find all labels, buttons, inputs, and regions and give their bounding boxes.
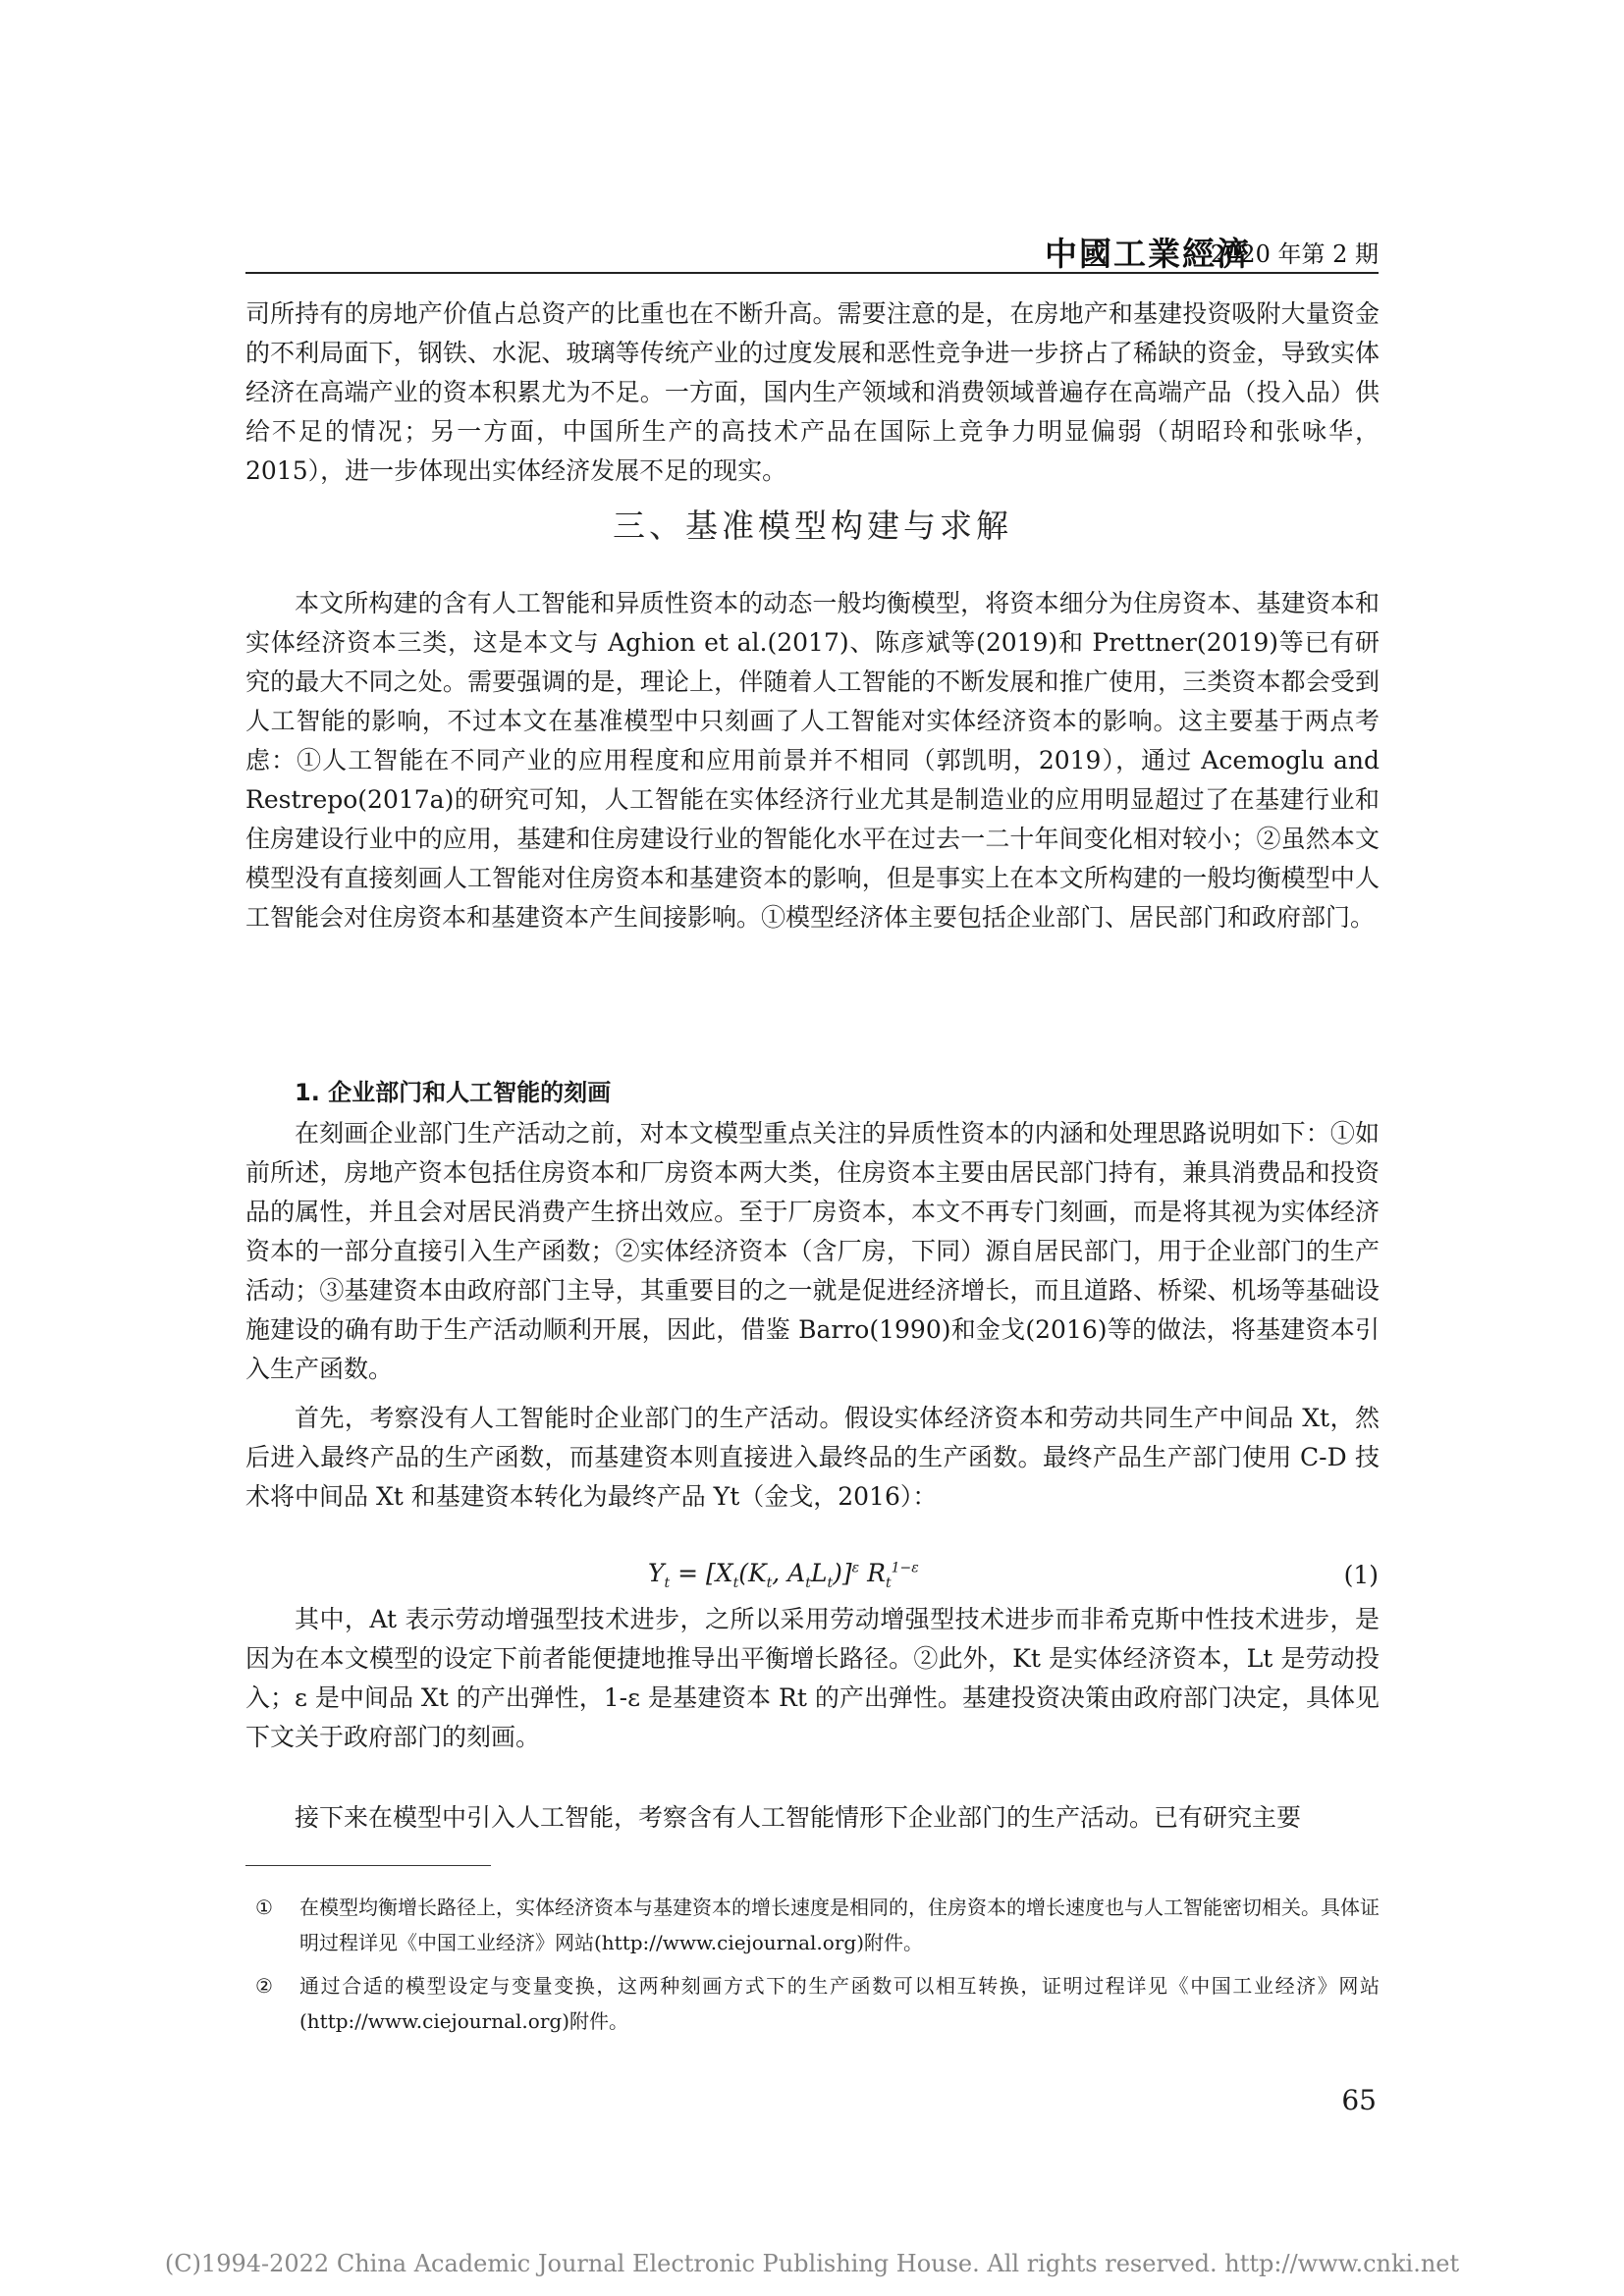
running-header bbox=[245, 229, 1379, 274]
page-number: 65 bbox=[1341, 2084, 1377, 2116]
first-paragraph-block bbox=[245, 1399, 1380, 1517]
paragraph-next: 接下来在模型中引入人工智能，考察含有人工智能情形下企业部门的生产活动。已有研究主要 bbox=[295, 1803, 1302, 1832]
firm-paragraph-block bbox=[245, 1114, 1380, 1389]
copyright-notice: (C)1994-2022 China Academic Journal Electronic Publishing House. All rights reserved. http://www.cnki.net bbox=[164, 2250, 1460, 2277]
issue-label: 2020 年第 2 期 bbox=[1210, 240, 1379, 268]
where-paragraph-block bbox=[245, 1600, 1380, 1757]
footnote-1 bbox=[245, 1890, 1380, 1960]
equation-production-function: $Y_t = [X_t(K_t$, $A_tL_t)]^\varepsilon$ $R_t^{1-\varepsilon}$ bbox=[648, 1559, 919, 1591]
paragraph-where: 其中，At 表示劳动增强型技术进步，之所以采用劳动增强型技术进步而非希克斯中性技术进步，是因为在本文模型的设定下前者能便捷地推导出平衡增长路径。②此外，Kt 是实体经济资本，Lt 是劳动投入；ε 是中间品 Xt 的产出弹性，1-ε 是基建资本 Rt 的产出弹性。基建投资决策由政府部门决定，具体见下文关于政府部门的刻画。 bbox=[245, 1605, 1380, 1751]
footnote-rule bbox=[245, 1865, 491, 1866]
footnote-2 bbox=[245, 1968, 1380, 2039]
paragraph-model: 本文所构建的含有人工智能和异质性资本的动态一般均衡模型，将资本细分为住房资本、基建资本和实体经济资本三类，这是本文与 Aghion et al.(2017)、陈彦斌等(2019)和 Prettner(2019)等已有研究的最大不同之处。需要强调的是，理论上，伴随着人工智能的不断发展和推广使用，三类资本都会受到人工智能的影响，不过本文在基准模型中只刻画了人工智能对实体经济资本的影响。这主要基于两点考虑：①人工智能在不同产业的应用程度和应用前景并不相同（郭凯明，2019），通过 Acemoglu and Restrepo(2017a)的研究可知，人工智能在实体经济行业尤其是制造业的应用明显超过了在基建行业和住房建设行业中的应用，基建和住房建设行业的智能化水平在过去一二十年间变化相对较小；②虽然本文模型没有直接刻画人工智能对住房资本和基建资本的影响，但是事实上在本文所构建的一般均衡模型中人工智能会对住房资本和基建资本产生间接影响。①模型经济体主要包括企业部门、居民部门和政府部门。 bbox=[245, 589, 1380, 932]
model-paragraph-block bbox=[245, 584, 1380, 937]
journal-title: 中國工業經濟 bbox=[1045, 235, 1251, 273]
next-paragraph-block bbox=[245, 1798, 1380, 1838]
equation-number: (1) bbox=[1343, 1561, 1379, 1589]
intro-paragraph-block bbox=[245, 294, 1380, 491]
paragraph-first: 首先，考察没有人工智能时企业部门的生产活动。假设实体经济资本和劳动共同生产中间品 Xt，然后进入最终产品的生产函数，而基建资本则直接进入最终品的生产函数。最终产品生产部门使用 C-D 技术将中间品 Xt 和基建资本转化为最终产品 Yt（金戈，2016）： bbox=[245, 1404, 1380, 1511]
footnotes bbox=[245, 1890, 1380, 2047]
footnote-text: 通过合适的模型设定与变量变换，这两种刻画方式下的生产函数可以相互转换，证明过程详见《中国工业经济》网站(http://www.ciejournal.org)附件。 bbox=[299, 1974, 1380, 2033]
footnote-marker: ② bbox=[255, 1974, 273, 1998]
footnote-text: 在模型均衡增长路径上，实体经济资本与基建资本的增长速度是相同的，住房资本的增长速度也与人工智能密切相关。具体证明过程详见《中国工业经济》网站(http://www.ciejournal.org)附件。 bbox=[299, 1896, 1380, 1954]
subsection-heading: 1. 企业部门和人工智能的刻画 bbox=[295, 1079, 612, 1106]
header-rule bbox=[245, 272, 1379, 274]
footnote-marker: ① bbox=[255, 1896, 273, 1919]
paragraph-firm: 在刻画企业部门生产活动之前，对本文模型重点关注的异质性资本的内涵和处理思路说明如下：①如前所述，房地产资本包括住房资本和厂房资本两大类，住房资本主要由居民部门持有，兼具消费品和投资品的属性，并且会对居民消费产生挤出效应。至于厂房资本，本文不再专门刻画，而是将其视为实体经济资本的一部分直接引入生产函数；②实体经济资本（含厂房，下同）源自居民部门，用于企业部门的生产活动；③基建资本由政府部门主导，其重要目的之一就是促进经济增长，而且道路、桥梁、机场等基础设施建设的确有助于生产活动顺利开展，因此，借鉴 Barro(1990)和金戈(2016)等的做法，将基建资本引入生产函数。 bbox=[245, 1119, 1380, 1383]
section-heading: 三、基准模型构建与求解 bbox=[613, 507, 1012, 545]
paragraph-intro: 司所持有的房地产价值占总资产的比重也在不断升高。需要注意的是，在房地产和基建投资吸附大量资金的不利局面下，钢铁、水泥、玻璃等传统产业的过度发展和恶性竞争进一步挤占了稀缺的资金，导致实体经济在高端产业的资本积累尤为不足。一方面，国内生产领域和消费领域普遍存在高端产品（投入品）供给不足的情况；另一方面，中国所生产的高技术产品在国际上竞争力明显偏弱（胡昭玲和张咏华，2015），进一步体现出实体经济发展不足的现实。 bbox=[245, 299, 1380, 485]
